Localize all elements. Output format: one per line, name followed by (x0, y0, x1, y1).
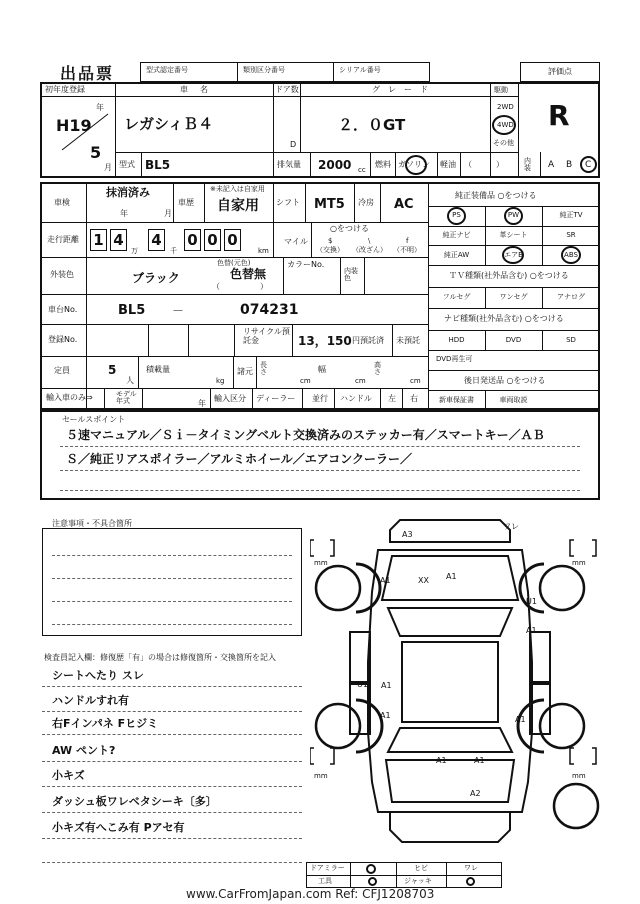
equip-leather: 革シート (499, 231, 528, 239)
reg-no-label: 登録No. (48, 335, 78, 344)
exterior-value: ブラック (132, 271, 180, 285)
sales-points-line1: ５速マニュアル／Ｓｉ－タイミングベルト交換済みのステッカー有／スマートキー／ＡＢ (66, 428, 545, 442)
doors-label: ドア数 (275, 85, 299, 94)
tire-fr (540, 566, 584, 610)
mm-rr: mm (572, 772, 586, 780)
interior-color-label: 内装色 (344, 267, 358, 282)
fuel-light: 軽油 (440, 160, 456, 169)
car-damage-diagram (310, 512, 600, 852)
recycle-paid: 円預託済 (352, 336, 384, 345)
width-unit: cm (355, 377, 366, 385)
recycle-unpaid: 未預託 (396, 336, 420, 345)
equip-navi: 純正ナビ (442, 231, 471, 239)
width-label: 幅 (318, 365, 326, 374)
drive-2wd: 2WD (497, 103, 514, 111)
mileage-digit-2: 4 (113, 231, 124, 249)
chassis-number: 074231 (240, 302, 299, 318)
form-title: 出品票 (60, 64, 115, 83)
color-no-label: カラーNo. (287, 260, 325, 269)
mark-trunk: A1 (436, 756, 447, 765)
mileage-opt2: （改ざん） (352, 246, 387, 254)
mark-front-crack: ワレ (503, 522, 519, 531)
jack-circle (466, 877, 475, 886)
equipment-title: 純正装備品 ○をつける (455, 191, 537, 200)
repaint-value: 色替無 (230, 267, 267, 281)
seats-value: 5 (108, 363, 117, 377)
dims-label: 諸元 (237, 367, 253, 376)
after-title: 後日発送品 ○をつける (464, 376, 546, 385)
mark-left-u1: U1 (357, 680, 368, 689)
grade-value: ２．０GT (338, 116, 406, 134)
history-value: 自家用 (217, 198, 259, 214)
load-unit: kg (216, 377, 225, 385)
mark-trunk-2: A1 (474, 756, 485, 765)
model-year-unit: 年 (198, 399, 206, 408)
displacement-label: 排気量 (277, 160, 301, 169)
mark-rear-bumper: A2 (470, 789, 481, 798)
mark-right-door: A1 (526, 626, 537, 635)
equip-pw: PW (507, 211, 520, 219)
length-unit: cm (300, 377, 311, 385)
displacement-value: 2000 (318, 158, 352, 172)
serial-label: シリアル番号 (339, 66, 381, 74)
fuel-gas: ガソリン (398, 160, 430, 169)
mileage-km: km (258, 247, 269, 255)
interior-label: 内装 (524, 157, 531, 172)
chassis-dash: － (172, 304, 185, 318)
mark-left-fender: A1 (380, 576, 391, 585)
spare-tire (554, 784, 598, 828)
history-note: ※未記入は自家用 (210, 185, 265, 193)
equip-abs: ABS (564, 251, 578, 259)
tire-fl (316, 566, 360, 610)
mark-right-wheel-u1: U1 (526, 597, 537, 606)
equip-pw-circle (504, 207, 523, 225)
caution-label: 注意事項・不具合箇所 (52, 519, 132, 528)
tire-rr (540, 704, 584, 748)
recycle-value: 13，150 (298, 334, 352, 348)
note-line-1: シートへたり スレ (52, 669, 144, 682)
inspector-label: 検査員記入欄：修復歴「有」の場合は修復箇所・交換箇所を記入 (44, 653, 276, 662)
interior-b: B (566, 160, 573, 170)
mirror-circle (366, 864, 376, 874)
first-reg-month: 5 (90, 143, 102, 162)
grade-label: グレード (372, 85, 436, 94)
vehicle-name-label: 車名 (180, 85, 220, 94)
equip-airbag-circle (502, 246, 524, 264)
interior-a: A (548, 160, 555, 170)
model-label: 型式 (119, 160, 135, 169)
mark-hood-xx: XX (418, 576, 429, 585)
seats-label: 定員 (54, 366, 70, 375)
equip-tv: 純正TV (559, 211, 583, 219)
note-line-4: AW ペント? (52, 744, 116, 757)
dvd-playback: DVD再生可 (436, 355, 473, 363)
trunk-outline (386, 760, 514, 802)
tire-rl (316, 704, 360, 748)
equip-abs-circle (561, 246, 581, 264)
steering-right: 右 (410, 394, 418, 403)
height-unit: cm (410, 377, 421, 385)
ac-label: 冷房 (358, 198, 374, 207)
mileage-digit-5: 0 (207, 231, 218, 249)
navi-sd: SD (566, 336, 576, 344)
slash-mark (60, 112, 110, 152)
shift-value: MT5 (314, 197, 345, 212)
tv-title: ＴＶ種類(社外品含む) ○をつける (449, 271, 569, 280)
mark-right-rear: A1 (515, 715, 526, 724)
note-line-2: ハンドルすれ有 (52, 694, 129, 707)
mileage-opt2-sym: \ (368, 237, 371, 245)
tools-circle (368, 877, 377, 886)
tv-fullseg: フルセグ (442, 293, 471, 301)
mark-left-rear-door: A1 (380, 711, 391, 720)
mileage-label: 走行距離 (47, 235, 79, 244)
steering-left: 左 (388, 394, 396, 403)
interior-c: C (585, 160, 592, 170)
caution-box (42, 528, 302, 636)
equip-airbag: エアB (504, 251, 523, 259)
month-label: 月 (104, 163, 112, 172)
equip-ps-circle (447, 207, 466, 225)
ac-value: AC (394, 197, 414, 212)
after-warranty: 新車保証書 (439, 396, 474, 404)
equip-sr: SR (566, 231, 576, 239)
drive-other: その他 (493, 139, 514, 147)
seats-unit: 人 (126, 376, 134, 385)
note-line-3: 右Fインパネ Fヒジミ (52, 717, 159, 730)
mileage-man: 万 (131, 247, 138, 255)
roof-outline (402, 642, 498, 722)
windshield-outline (388, 608, 512, 636)
mileage-circle-note: ○をつける (330, 224, 369, 233)
length-label: 長さ (260, 361, 267, 376)
chassis-label: 車台No. (48, 305, 78, 314)
mileage-opt1: （交換） (316, 246, 344, 254)
fuel-paren: （ ） (464, 160, 504, 169)
mileage-digit-4: 0 (187, 231, 198, 249)
mark-hood-a1: A1 (446, 572, 457, 581)
inspection-label: 車検 (54, 198, 70, 207)
note-line-6: ダッシュ板ワレベタシーキ〔多〕 (52, 795, 217, 808)
equip-ps: PS (452, 211, 461, 219)
rear-bumper (390, 812, 510, 842)
load-label: 積載量 (146, 365, 170, 374)
tools-label: 工具 (318, 877, 332, 885)
tv-analog: アナログ (557, 293, 585, 301)
vehicle-name: レガシィＢ４ (124, 115, 214, 133)
mm-fr: mm (572, 559, 586, 567)
mileage-sen: 千 (170, 247, 177, 255)
grade-eval-label: 評価点 (548, 67, 572, 76)
note-line-5: 小キズ (52, 769, 85, 782)
displacement-unit: cc (358, 166, 366, 174)
equip-aw: 純正AW (443, 251, 470, 259)
navi-hdd: HDD (448, 336, 465, 344)
door-mirror-label: ドアミラー (310, 864, 345, 872)
sales-points-line2: Ｓ／純正リアスポイラー／アルミホイール／エアコンクーラー／ (66, 452, 412, 466)
class-label: 類別区分番号 (243, 66, 285, 74)
inspection-month: 月 (164, 209, 172, 218)
mm-fl: mm (314, 559, 328, 567)
mileage-digit-3: 4 (151, 231, 162, 249)
tv-oneseg: ワンセグ (499, 293, 528, 301)
mark-left-door: A1 (381, 681, 392, 690)
after-manual: 車両取説 (499, 396, 528, 404)
import-parallel: 並行 (312, 394, 328, 403)
inspection-year: 年 (120, 209, 128, 218)
inspection-value: 抹消済み (106, 186, 150, 199)
model-year-label: モデル年式 (116, 390, 137, 405)
shift-label: シフト (276, 198, 300, 207)
year-label: 年 (96, 103, 104, 112)
body-outline (368, 550, 532, 812)
watermark: www.CarFromJapan.com Ref: CFJ1208703 (186, 887, 435, 901)
mm-rl: mm (314, 772, 328, 780)
chassis-prefix: BL5 (118, 303, 146, 318)
import-dealer: ディーラー (256, 394, 296, 403)
import-type-label: 輸入区分 (214, 394, 246, 403)
doors-unit: D (290, 140, 297, 149)
navi-title: ナビ種類(社外品含む) ○をつける (444, 314, 564, 323)
note-line-7: 小キズ有へこみ有 Pアセ有 (52, 821, 185, 834)
model-cert-label: 型式認定番号 (146, 66, 188, 74)
repaint-label: 色替(元色) (217, 259, 251, 267)
fuel-label: 燃料 (375, 160, 391, 169)
first-reg-year: H19 (56, 116, 92, 135)
mileage-digit-6: 0 (227, 231, 238, 249)
mileage-mile: マイル (284, 237, 308, 246)
grade-eval-value: R (548, 99, 570, 132)
fuel-gas-circle (405, 155, 427, 175)
sales-points-label: セールスポイント (62, 415, 126, 424)
mileage-opt1-sym: $ (328, 237, 333, 245)
import-label: 輸入車のみ⇒ (46, 393, 93, 402)
recycle-label: リサイクル預託金 (243, 327, 290, 345)
mileage-opt3: （不明） (393, 246, 421, 254)
drive-4wd-circle (492, 115, 516, 135)
drive-label: 駆動 (494, 86, 508, 94)
repaint-paren: （ ） (212, 282, 268, 291)
height-label: 高さ (374, 361, 381, 376)
first-reg-label: 初年度登録 (45, 85, 85, 94)
mileage-digit-1: 1 (93, 231, 104, 249)
rear-window-outline (388, 728, 512, 752)
crack-label: ヒビ (414, 864, 428, 872)
break-label: ワレ (464, 864, 478, 872)
mark-front-bumper: A3 (402, 530, 413, 539)
history-label: 車歴 (178, 198, 194, 207)
model-value: BL5 (145, 158, 171, 172)
exterior-label: 外装色 (50, 270, 74, 279)
mileage-opt3-sym: f (406, 237, 409, 245)
navi-dvd: DVD (505, 336, 522, 344)
interior-c-circle (580, 156, 597, 173)
steering-label: ハンドル (340, 394, 372, 403)
drive-4wd: 4WD (497, 121, 514, 129)
jack-label: ジャッキ (404, 877, 432, 885)
